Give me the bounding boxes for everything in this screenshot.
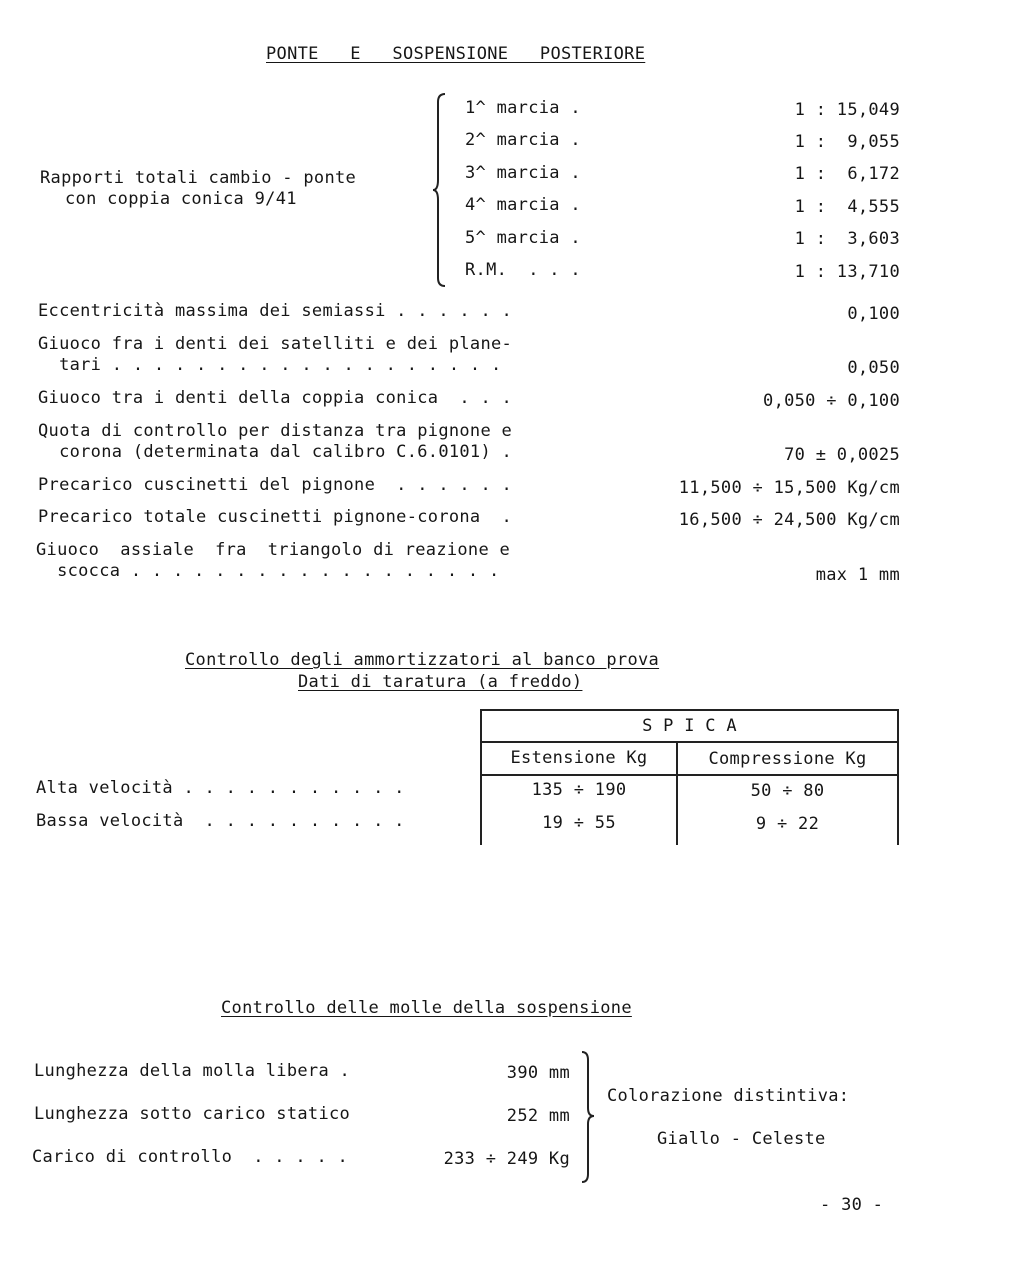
spec-value: 70 ± 0,0025 <box>784 445 900 465</box>
spec-value: 0,100 <box>847 304 900 324</box>
spec-value: 11,500 ÷ 15,500 Kg/cm <box>678 478 900 498</box>
gear-label: 5^ marcia . <box>465 228 581 248</box>
page-title: PONTE E SOSPENSIONE POSTERIORE <box>266 44 646 64</box>
color-label: Colorazione distintiva: <box>607 1086 850 1106</box>
spring-value: 390 mm <box>506 1063 570 1083</box>
spec-label-cont: corona (determinata dal calibro C.6.0101) . <box>38 442 513 462</box>
section-heading: Controllo delle molle della sospensione <box>221 998 632 1018</box>
spec-label-cont: tari . . . . . . . . . . . . . . . . . . . <box>38 355 502 375</box>
page-number: - 30 - <box>820 1195 884 1215</box>
spec-label: Quota di controllo per distanza tra pignone e <box>38 421 513 441</box>
gear-label: 1^ marcia . <box>465 98 581 118</box>
spec-value: 0,050 <box>847 358 900 378</box>
spec-label: Precarico totale cuscinetti pignone-corona . <box>38 507 513 527</box>
rapporti-label-line2: con coppia conica 9/41 <box>65 189 297 209</box>
section-heading: Controllo degli ammortizzatori al banco prova <box>185 650 660 670</box>
spec-label: Giuoco fra i denti dei satelliti e dei plane- <box>38 334 513 354</box>
gear-label: 2^ marcia . <box>465 130 581 150</box>
spring-value: 233 ÷ 249 Kg <box>443 1149 570 1169</box>
gear-ratio: 1 : 9,055 <box>794 132 900 152</box>
color-value: Giallo - Celeste <box>657 1129 826 1149</box>
spec-label: Eccentricità massima dei semiassi . . . . . . <box>38 301 513 321</box>
gear-label: R.M. . . . <box>465 260 581 280</box>
column-header: Compressione Kg <box>708 749 867 769</box>
spec-value: 0,050 ÷ 0,100 <box>763 391 900 411</box>
section-subheading: Dati di taratura (a freddo) <box>298 672 583 692</box>
spec-value: max 1 mm <box>815 565 900 585</box>
spring-value: 252 mm <box>506 1106 570 1126</box>
spec-value: 16,500 ÷ 24,500 Kg/cm <box>678 510 900 530</box>
spring-label: Lunghezza sotto carico statico <box>34 1104 351 1124</box>
table-cell: 9 ÷ 22 <box>755 814 820 834</box>
gear-ratio: 1 : 3,603 <box>794 229 900 249</box>
row-label: Alta velocità . . . . . . . . . . . <box>36 778 405 798</box>
spring-label: Carico di controllo . . . . . <box>32 1147 349 1167</box>
row-label: Bassa velocità . . . . . . . . . . <box>36 811 405 831</box>
table-cell: 19 ÷ 55 <box>542 813 616 833</box>
spec-label: Precarico cuscinetti del pignone . . . . . . <box>38 475 513 495</box>
gear-ratio: 1 : 4,555 <box>794 197 900 217</box>
gear-label: 4^ marcia . <box>465 195 581 215</box>
table-cell: 50 ÷ 80 <box>750 781 825 801</box>
table-cell: 135 ÷ 190 <box>531 780 627 800</box>
spring-label: Lunghezza della molla libera . <box>34 1061 351 1081</box>
spec-label: Giuoco assiale fra triangolo di reazione e <box>36 540 511 560</box>
spec-label-cont: scocca . . . . . . . . . . . . . . . . . . <box>36 561 500 581</box>
gear-ratio: 1 : 13,710 <box>794 262 900 282</box>
right-brace-icon <box>580 1050 596 1186</box>
gear-label: 3^ marcia . <box>465 163 581 183</box>
table-title: S P I C A <box>642 716 737 736</box>
rapporti-label-line1: Rapporti totali cambio - ponte <box>40 168 357 188</box>
column-header: Estensione Kg <box>510 748 648 768</box>
spec-label: Giuoco tra i denti della coppia conica . . . <box>38 388 513 408</box>
left-brace-icon <box>432 92 448 288</box>
gear-ratio: 1 : 6,172 <box>794 164 900 184</box>
gear-ratio: 1 : 15,049 <box>794 100 900 120</box>
